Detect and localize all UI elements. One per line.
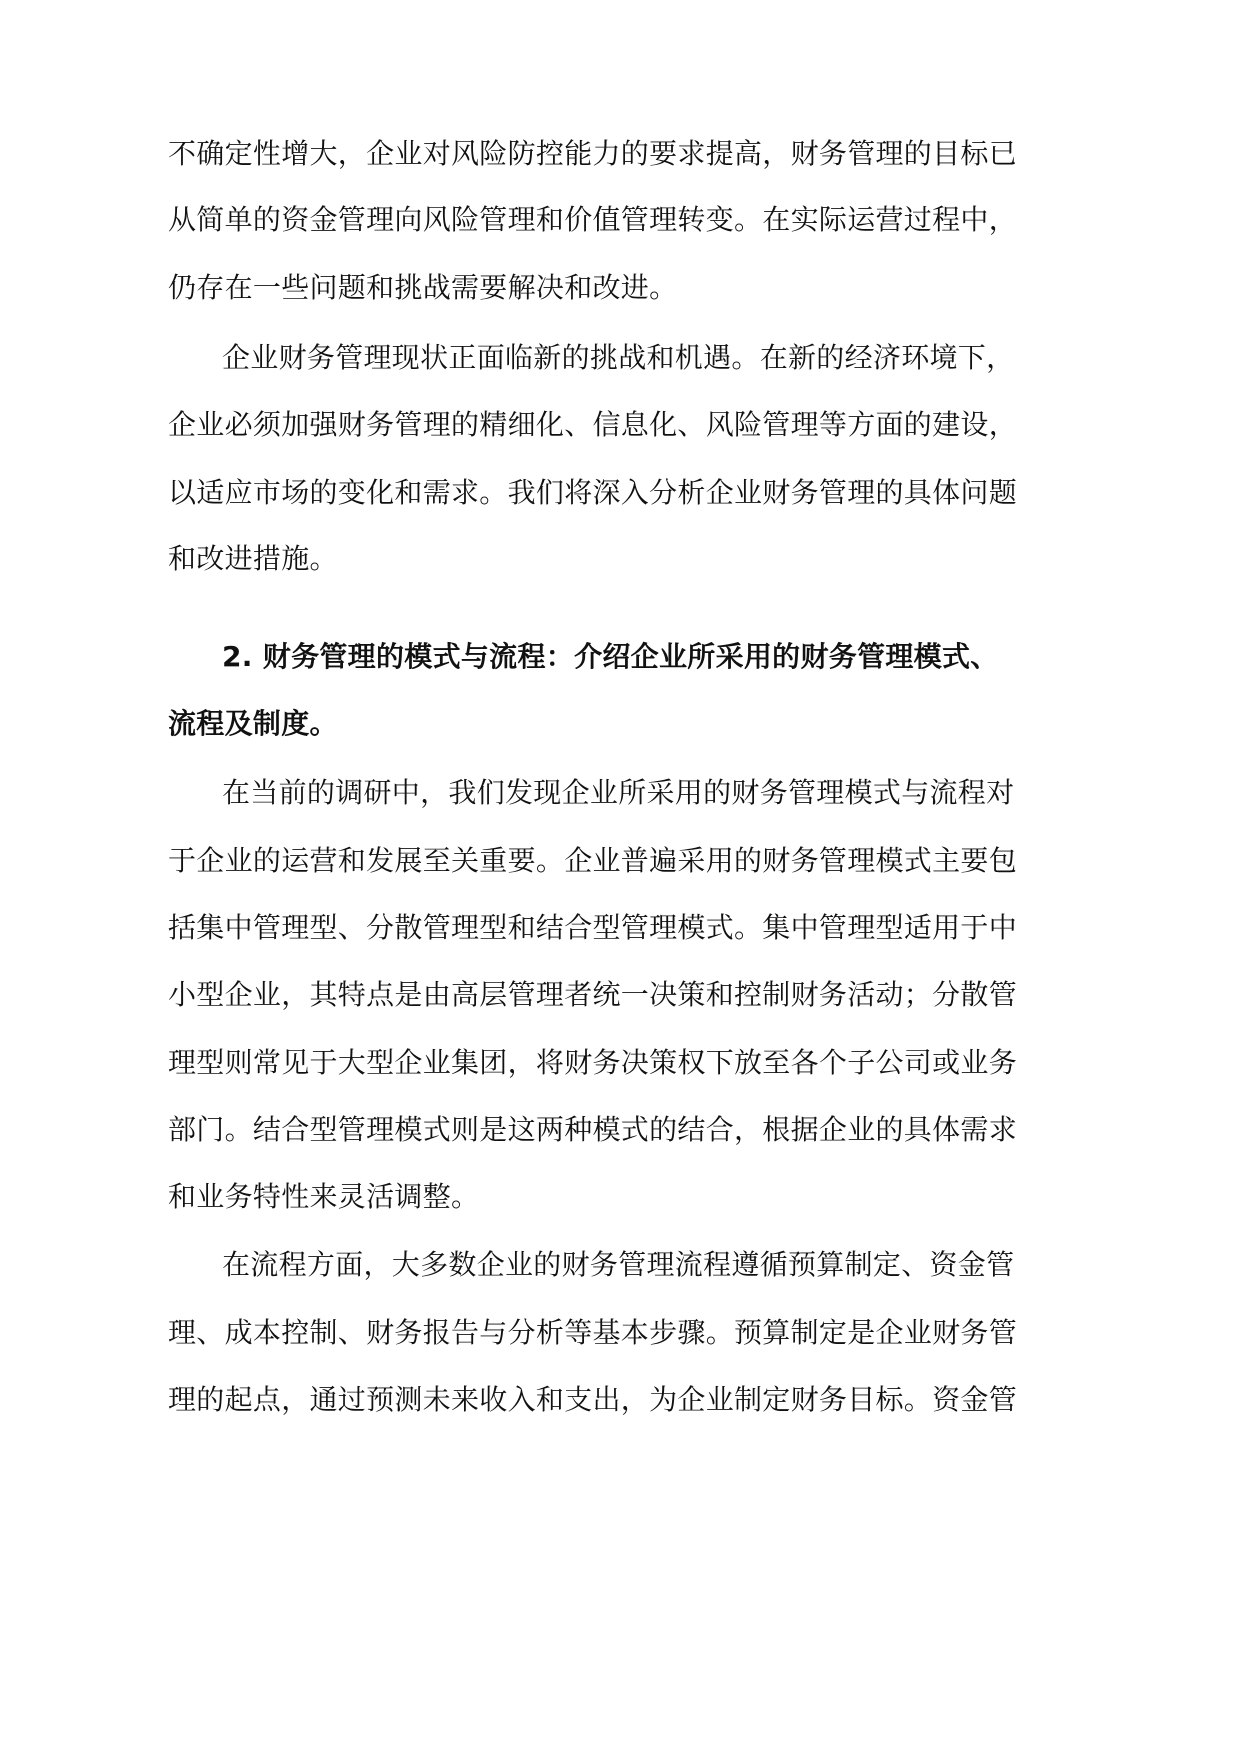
paragraph-3-line-2: 于企业的运营和发展至关重要。企业普遍采用的财务管理模式主要包 <box>168 844 1018 877</box>
paragraph-3-line-4: 小型企业，其特点是由高层管理者统一决策和控制财务活动；分散管 <box>168 978 1018 1011</box>
paragraph-3-line-3: 括集中管理型、分散管理型和结合型管理模式。集中管理型适用于中 <box>168 911 1018 944</box>
paragraph-4-line-3: 理的起点，通过预测未来收入和支出，为企业制定财务目标。资金管 <box>168 1383 1018 1416</box>
paragraph-2-line-3: 以适应市场的变化和需求。我们将深入分析企业财务管理的具体问题 <box>168 476 1018 509</box>
paragraph-3-line-1: 在当前的调研中，我们发现企业所采用的财务管理模式与流程对 <box>222 776 1015 809</box>
paragraph-4-line-1: 在流程方面，大多数企业的财务管理流程遵循预算制定、资金管 <box>222 1248 1015 1281</box>
paragraph-2-line-2: 企业必须加强财务管理的精细化、信息化、风险管理等方面的建设， <box>168 408 1018 441</box>
paragraph-2-line-4: 和改进措施。 <box>168 542 338 575</box>
paragraph-1-line-3: 仍存在一些问题和挑战需要解决和改进。 <box>168 271 678 304</box>
paragraph-2-line-1: 企业财务管理现状正面临新的挑战和机遇。在新的经济环境下， <box>222 341 1015 374</box>
section-heading-line-1: 2. 财务管理的模式与流程：介绍企业所采用的财务管理模式、 <box>222 640 999 673</box>
paragraph-4-line-2: 理、成本控制、财务报告与分析等基本步骤。预算制定是企业财务管 <box>168 1316 1018 1349</box>
paragraph-3-line-6: 部门。结合型管理模式则是这两种模式的结合，根据企业的具体需求 <box>168 1113 1018 1146</box>
paragraph-1-line-1: 不确定性增大，企业对风险防控能力的要求提高，财务管理的目标已 <box>168 137 1018 170</box>
paragraph-3-line-5: 理型则常见于大型企业集团，将财务决策权下放至各个子公司或业务 <box>168 1046 1018 1079</box>
paragraph-3-line-7: 和业务特性来灵活调整。 <box>168 1180 480 1213</box>
section-heading-line-2: 流程及制度。 <box>168 707 338 740</box>
paragraph-1-line-2: 从简单的资金管理向风险管理和价值管理转变。在实际运营过程中， <box>168 203 1018 236</box>
